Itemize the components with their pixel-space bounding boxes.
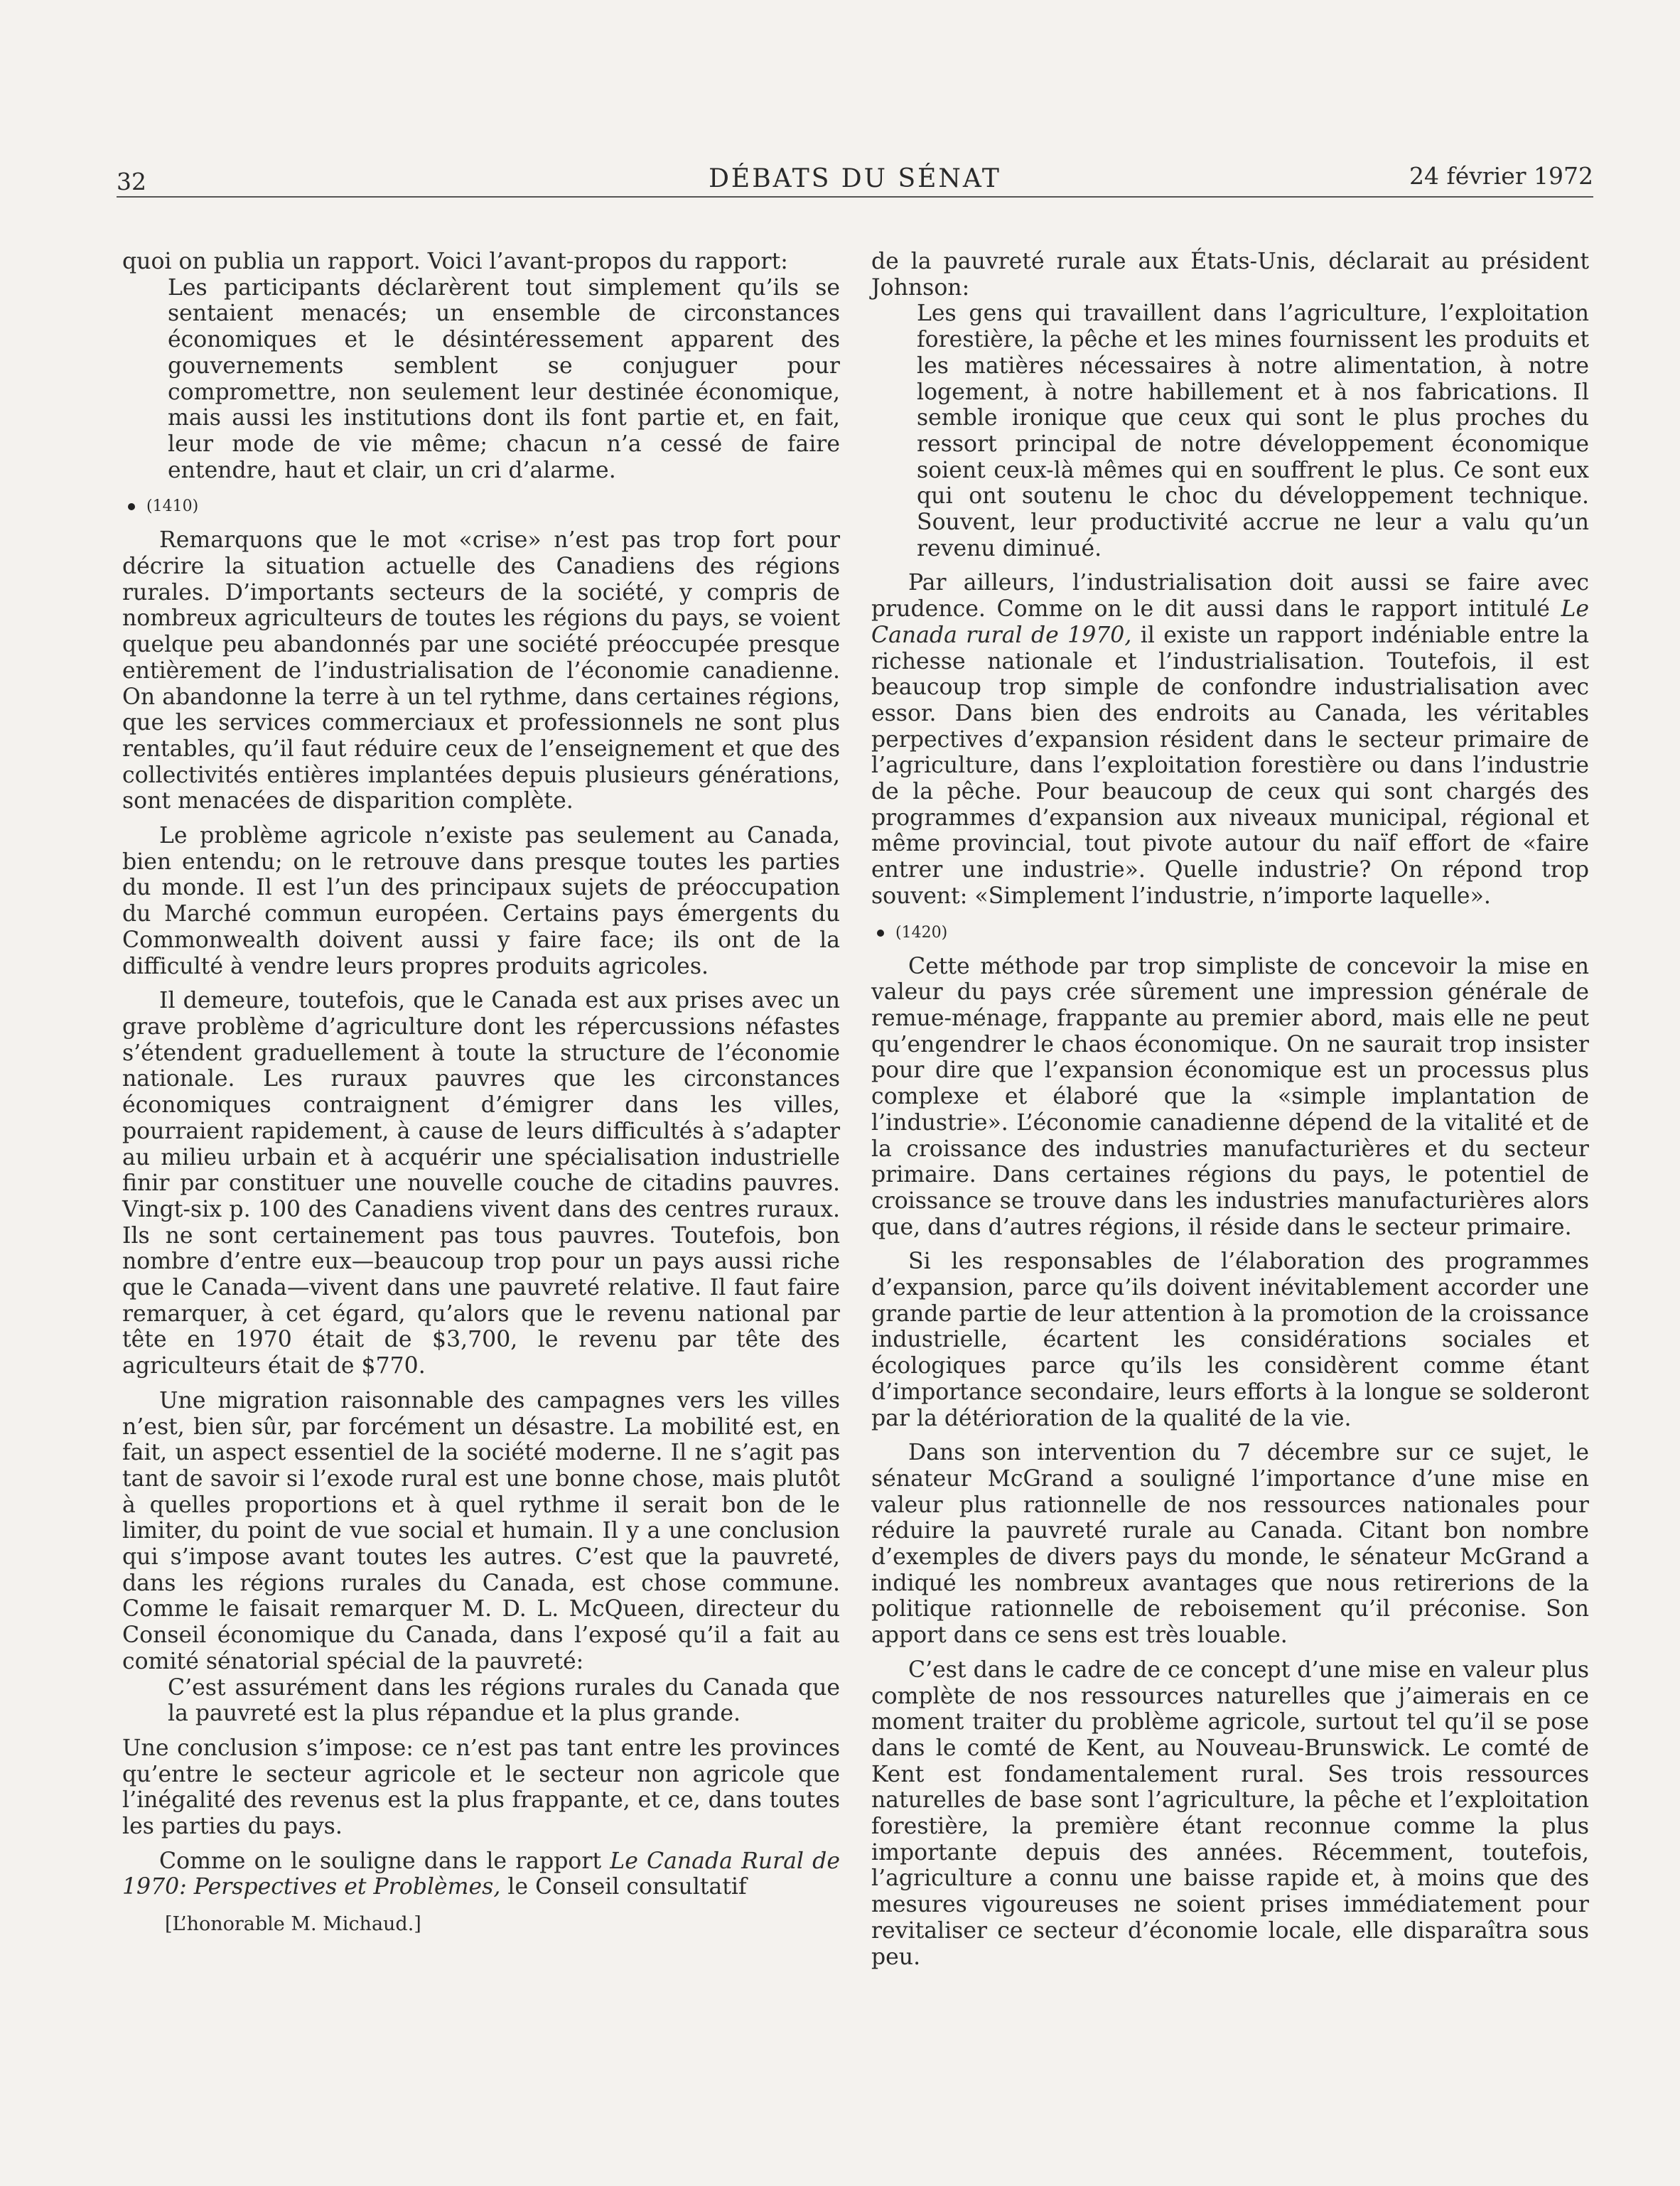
block-quote: Les gens qui travaillent dans l’agriculture, l’exploitation forestière, la pêche et les mines fournissent les produits et les matières nécessaires à notre alimentation, à notre logement, à notre habillement et à nos fabrications. Il semble ironique que ceux qui sont le plus proches du ressort principal de notre développement économique soient ceux-là mêmes qui en souffrent le plus. Ce sont eux qui ont soutenu le choc du développement technique. Souvent, leur productivité accrue ne leur a valu qu’un revenu diminué. (917, 301, 1589, 561)
paragraph (122, 1848, 840, 1900)
paragraph: Une conclusion s’impose: ce n’est pas tant entre les provinces qu’entre le secteur agricole et le secteur non agricole que l’inégalité des revenus est la plus frappante, et ce, dans toutes les parties du pays. (122, 1735, 840, 1840)
paragraph (871, 570, 1589, 909)
page-date: 24 février 1972 (1409, 162, 1593, 190)
report-title: Le Canada rural de 1970, (871, 596, 1589, 648)
block-quote: Les participants déclarèrent tout simplement qu’ils se sentaient menacés; un ensemble de circonstances économiques et le désintéressement apparent des gouvernements semblent se conjuguer pour compromettre, non seulement leur destinée économique, mais aussi les institutions dont ils font partie et, en fait, leur mode de vie même; chacun n’a cessé de faire entendre, haut et clair, un cri d’alarme. (168, 274, 840, 483)
time-marker (128, 496, 840, 517)
block-quote: C’est assurément dans les régions rurales du Canada que la pauvreté est la plus répandue et la plus grande. (168, 1674, 840, 1727)
time-marker-label: (1420) (895, 923, 948, 942)
page-title: DÉBATS DU SÉNAT (709, 164, 1001, 193)
time-marker-label: (1410) (146, 497, 199, 516)
paragraph: Une migration raisonnable des campagnes vers les villes n’est, bien sûr, par forcément un désastre. La mobilité est, en fait, un aspect essentiel de la société moderne. Il ne s’agit pas tant de savoir si l’exode rural est une bonne chose, mais plutôt à quelles proportions et à quel rythme il serait bon de le limiter, du point de vue social et humain. Il y a une conclusion qui s’impose avant toutes les autres. C’est que la pauvreté, dans les régions rurales du Canada, est chose commune. Comme le faisait remarquer M. D. L. McQueen, directeur du Conseil économique du Canada, dans l’exposé qu’il a fait au comité sénatorial spécial de la pauvreté: (122, 1387, 840, 1674)
page-number: 32 (117, 168, 146, 195)
paragraph-text: le Conseil consultatif (500, 1874, 747, 1900)
report-title: Le Canada Rural de 1970: Perspectives et Problèmes, (122, 1848, 840, 1900)
paragraph-text: Comme on le souligne dans le rapport (159, 1848, 610, 1874)
paragraph-text: Par ailleurs, l’industrialisation doit aussi se faire avec prudence. Comme on le dit aussi dans le rapport intitulé (871, 570, 1589, 623)
paragraph: C’est dans le cadre de ce concept d’une mise en valeur plus complète de nos ressources naturelles que j’aimerais en ce moment traiter du problème agricole, surtout tel qu’il se pose dans le comté de Kent, au Nouveau-Brunswick. Le comté de Kent est fondamentalement rural. Ses trois ressources naturelles de base sont l’agriculture, la pêche et l’exploitation forestière, la première étant reconnue comme la plus importante depuis des années. Récemment, toutefois, l’agriculture a connu une baisse rapide et, à moins que des mesures vigoureuses ne soient prises immédiatement pour revitaliser ce secteur d’économie locale, elle disparaîtra sous peu. (871, 1657, 1589, 1970)
paragraph-text: il existe un rapport indéniable entre la richesse nationale et l’industrialisation. Toutefois, il est beaucoup trop simple de confondre industrialisation avec essor. Dans bien des endroits au Canada, les véritables perpectives d’expansion résident dans le secteur primaire de l’agriculture, dans l’exploitation forestière ou dans l’industrie de la pêche. Pour beaucoup de ceux qui sont chargés des programmes d’expansion aux niveaux municipal, régional et même provincial, tout pivote autour du naïf effort de «faire entrer une industrie». Quelle industrie? On répond trop souvent: «Simplement l’industrie, n’importe laquelle». (871, 622, 1589, 909)
bullet-icon (128, 503, 135, 510)
paragraph: Dans son intervention du 7 décembre sur ce sujet, le sénateur McGrand a souligné l’importance d’une mise en valeur plus rationnelle de nos ressources nationales pour réduire la pauvreté rurale au Canada. Citant bon nombre d’exemples de divers pays du monde, le sénateur McGrand a indiqué les nombreux avantages que nous retirerions de la politique rationnelle de reboisement qu’il préconise. Son apport dans ce sens est très louable. (871, 1440, 1589, 1649)
paragraph: Remarquons que le mot «crise» n’est pas trop fort pour décrire la situation actuelle des Canadiens des régions rurales. D’importants secteurs de la société, y compris de nombreux agriculteurs de toutes les régions du pays, se voient quelque peu abandonnés par une société préoccupée presque entièrement de l’industrialisation de l’économie canadienne. On abandonne la terre à un tel rythme, dans certaines régions, que les services commerciaux et professionnels ne sont plus rentables, qu’il faut réduire ceux de l’enseignement et que des collectivités entières implantées depuis plusieurs générations, sont menacées de disparition complète. (122, 527, 840, 814)
paragraph: Il demeure, toutefois, que le Canada est aux prises avec un grave problème d’agriculture dont les répercussions néfastes s’étendent graduellement à toute la structure de l’économie nationale. Les ruraux pauvres que les circonstances économiques contraignent d’émigrer dans les villes, pourraient rapidement, à cause de leurs difficultés à s’adapter au milieu urbain et à acquérir une spécialisation industrielle finir par constituer une nouvelle couche de citadins pauvres. Vingt-six p. 100 des Canadiens vivent dans des centres ruraux. Ils ne sont certainement pas tous pauvres. Toutefois, bon nombre d’entre eux—beaucoup trop pour un pays aussi riche que le Canada—vivent dans une pauvreté relative. Il faut faire remarquer, à cet égard, qu’alors que le revenu national par tête en 1970 était de $3,700, le revenu par tête des agriculteurs était de $770. (122, 988, 840, 1379)
page-header (117, 162, 1593, 198)
paragraph: Si les responsables de l’élaboration des programmes d’expansion, parce qu’ils doivent inévitablement accorder une grande partie de leur attention à la promotion de la croissance industrielle, écartent les considérations sociales et écologiques parce qu’ils les considèrent comme étant d’importance secondaire, leurs efforts à la longue se solderont par la détérioration de la qualité de la vie. (871, 1249, 1589, 1431)
paragraph: de la pauvreté rurale aux États-Unis, déclarait au président Johnson: (871, 249, 1589, 301)
left-column (122, 249, 840, 1938)
bullet-icon (877, 930, 884, 937)
speaker-attribution: [L’honorable M. Michaud.] (165, 1913, 421, 1936)
right-column (871, 249, 1589, 1970)
paragraph: Le problème agricole n’existe pas seulement au Canada, bien entendu; on le retrouve dans presque toutes les parties du monde. Il est l’un des principaux sujets de préoccupation du Marché commun européen. Certains pays émergents du Commonwealth doivent aussi y faire face; ils ont de la difficulté à vendre leurs propres produits agricoles. (122, 823, 840, 979)
paragraph: Cette méthode par trop simpliste de concevoir la mise en valeur du pays crée sûrement une impression générale de remue-ménage, frappante au premier abord, mais elle ne peut qu’engendrer le chaos économique. On ne saurait trop insister pour dire que l’expansion économique est un processus plus complexe et élaboré que la «simple implantation de l’industrie». L’économie canadienne dépend de la vitalité et de la croissance des industries manufacturières et du secteur primaire. Dans certaines régions du pays, le potentiel de croissance se trouve dans les industries manufacturières alors que, dans d’autres régions, il réside dans le secteur primaire. (871, 953, 1589, 1240)
paragraph: quoi on publia un rapport. Voici l’avant-propos du rapport: (122, 249, 788, 274)
time-marker (877, 922, 1589, 944)
